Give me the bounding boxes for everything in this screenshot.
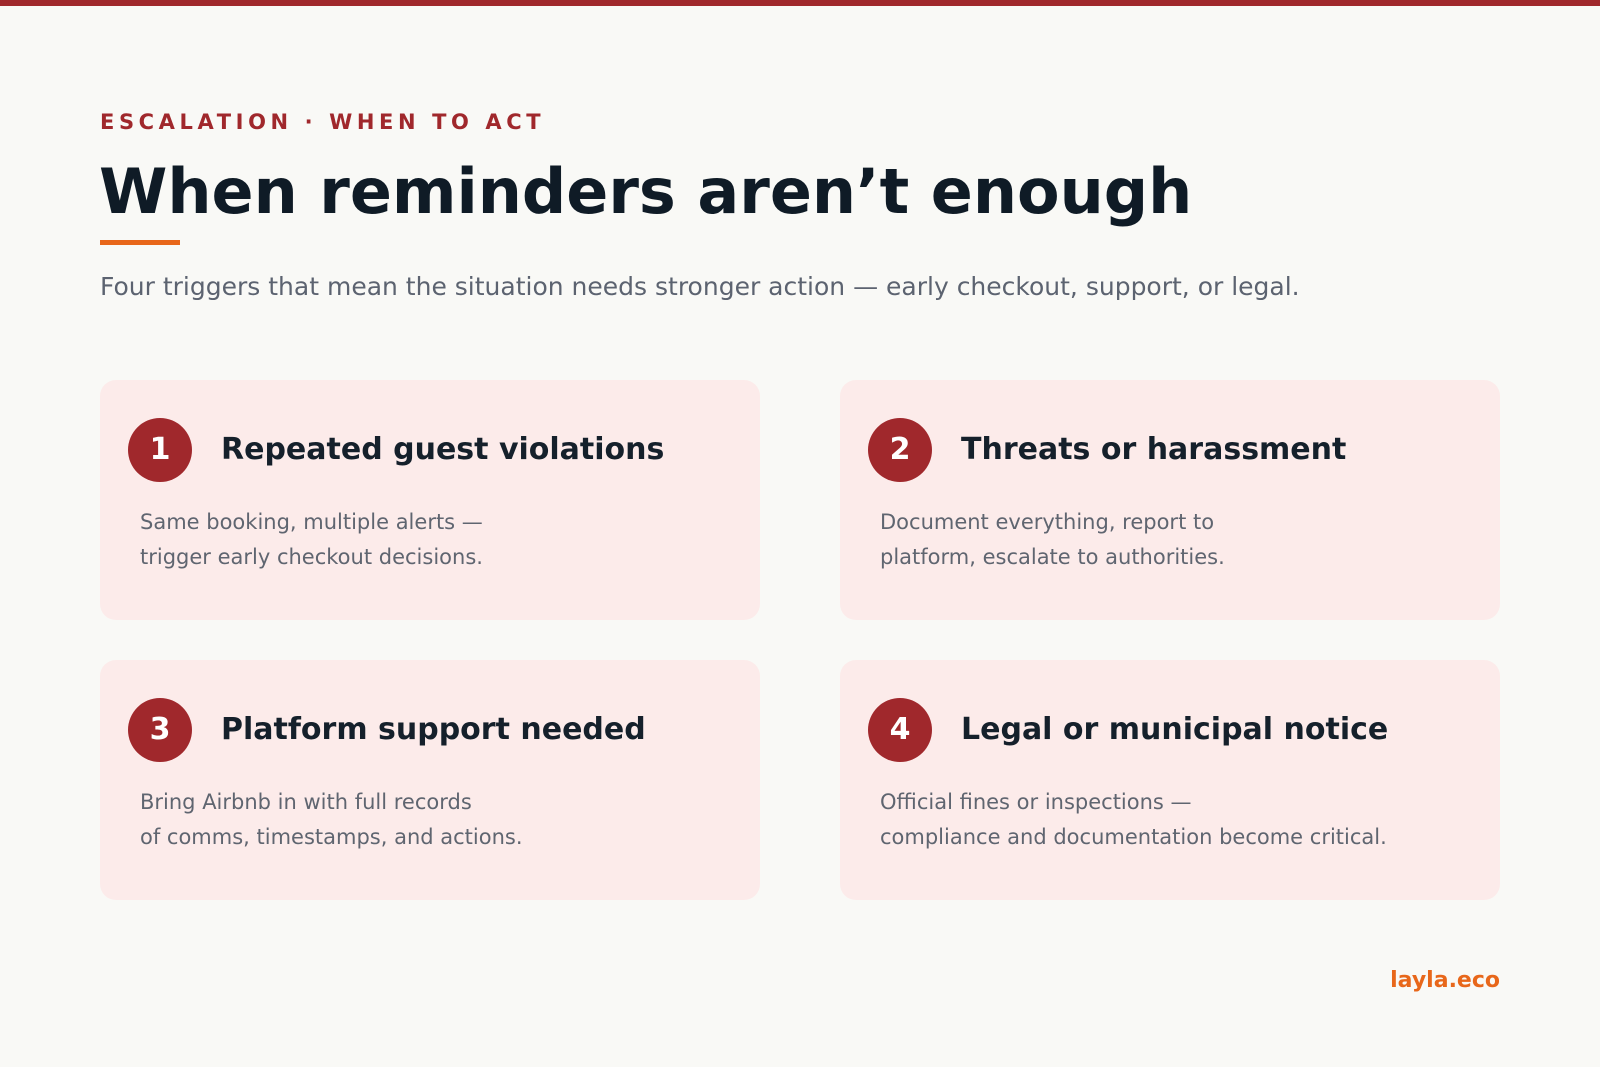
card-description	[880, 505, 1225, 575]
top-accent-bar	[0, 0, 1600, 6]
card-description-line: of comms, timestamps, and actions.	[140, 825, 523, 849]
title-underline	[100, 240, 180, 245]
card-title: Legal or municipal notice	[961, 712, 1389, 747]
page-subtitle: Four triggers that mean the situation needs stronger action — early checkout, support, or legal.	[100, 272, 1300, 301]
card-description-line: Official fines or inspections —	[880, 790, 1192, 814]
trigger-card-repeated-violations	[100, 380, 760, 620]
card-description-line: compliance and documentation become critical.	[880, 825, 1387, 849]
card-description-line: Document everything, report to	[880, 510, 1215, 534]
trigger-card-threats-harassment	[840, 380, 1500, 620]
step-number-badge: 3	[128, 698, 192, 762]
eyebrow-label: ESCALATION · WHEN TO ACT	[100, 110, 546, 134]
card-description	[880, 785, 1387, 855]
card-description-line: Same booking, multiple alerts —	[140, 510, 483, 534]
card-title: Threats or harassment	[961, 432, 1347, 467]
step-number-badge: 1	[128, 418, 192, 482]
card-description-line: platform, escalate to authorities.	[880, 545, 1225, 569]
trigger-card-legal-notice	[840, 660, 1500, 900]
card-description-line: trigger early checkout decisions.	[140, 545, 483, 569]
card-description-line: Bring Airbnb in with full records	[140, 790, 472, 814]
brand-wordmark: layla.eco	[1390, 968, 1500, 993]
trigger-card-platform-support	[100, 660, 760, 900]
step-number-badge: 4	[868, 698, 932, 762]
card-description	[140, 505, 483, 575]
step-number-badge: 2	[868, 418, 932, 482]
card-title: Repeated guest violations	[221, 432, 665, 467]
page-title: When reminders aren’t enough	[99, 155, 1193, 228]
card-description	[140, 785, 523, 855]
card-title: Platform support needed	[221, 712, 646, 747]
